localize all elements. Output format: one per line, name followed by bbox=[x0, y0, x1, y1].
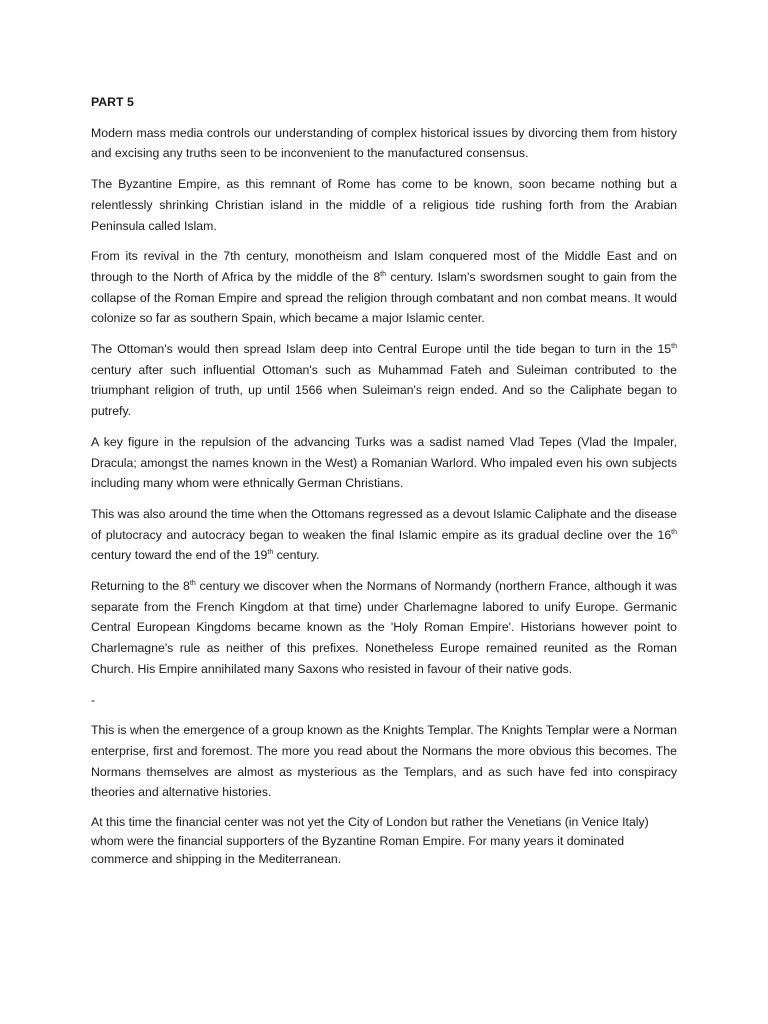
paragraph-mass-media: Modern mass media controls our understanding of complex historical issues by divorcing them from history and excising any truths seen to be inconvenient to the manufactured consensus. bbox=[91, 125, 677, 161]
superscript: th bbox=[671, 528, 677, 536]
text-segment: century toward the end of the 19 bbox=[91, 548, 268, 563]
superscript: th bbox=[380, 270, 387, 278]
paragraph-ottoman-decline bbox=[91, 504, 677, 566]
paragraph-islam-revival bbox=[91, 246, 677, 329]
document-page bbox=[91, 92, 677, 879]
paragraph-normans-charlemagne bbox=[91, 576, 677, 680]
text-segment: The Ottoman's would then spread Islam deep into Central Europe until the tide began to turn in the 15 bbox=[91, 342, 672, 357]
separator-dash: - bbox=[91, 692, 96, 707]
text-segment: From its revival in the 7th century, monotheism and Islam conquered most of the Middle East and on through to the North of Africa by the middle of the 8 bbox=[91, 249, 677, 284]
text-segment: century we discover when the Normans of Normandy (northern France, although it was separate from the French Kingdom at that time) under Charlemagne labored to unify Europe. Germanic Central European Kingdoms became known as the 'Holy Roman Empire'. Historians however point to Charlemagne's rule as neither of this prefixes. Nonetheless Europe remained reunited as the Roman Church. His Empire annihilated many Saxons who resisted in favour of their native gods. bbox=[91, 579, 677, 676]
superscript: th bbox=[267, 549, 274, 557]
paragraph-ottomans bbox=[91, 339, 677, 422]
text-segment: century. bbox=[273, 548, 320, 563]
superscript: th bbox=[671, 342, 677, 350]
text-segment: This was also around the time when the Ottomans regressed as a devout Islamic Caliphate and the disease of plutocracy and autocracy began to weaken the final Islamic empire as its gradual decline over the 16 bbox=[91, 506, 677, 542]
superscript: th bbox=[189, 579, 196, 587]
paragraph-venetians: At this time the financial center was not yet the City of London but rather the Venetians (in Venice Italy) whom were the financial supporters of the Byzantine Roman Empire. For many years it dominated commerce and shipping in the Mediterranean. bbox=[91, 815, 649, 867]
paragraph-vlad-tepes: A key figure in the repulsion of the advancing Turks was a sadist named Vlad Tepes (Vlad the Impaler, Dracula; amongst the names known in the West) a Romanian Warlord. Who impaled even his own subjects including many whom were ethnically German Christians. bbox=[91, 434, 677, 491]
paragraph-byzantine-empire: The Byzantine Empire, as this remnant of Rome has come to be known, soon became nothing but a relentlessly shrinking Christian island in the middle of a religious tide rushing forth from the Arabian Peninsula called Islam. bbox=[91, 177, 677, 233]
paragraph-knights-templar: This is when the emergence of a group known as the Knights Templar. The Knights Templar were a Norman enterprise, first and foremost. The more you read about the Normans the more obvious this becomes. The Normans themselves are almost as mysterious as the Templars, and as such have fed into conspiracy theories and alternative histories. bbox=[91, 723, 677, 800]
text-segment: Returning to the 8 bbox=[91, 579, 190, 594]
text-segment: century. Islam's swordsmen sought to gain from the collapse of the Roman Empire and spread the religion through combatant and non combat means. It would colonize so far as southern Spain, which became a major Islamic center. bbox=[91, 269, 677, 326]
text-segment: century after such influential Ottoman's such as Muhammad Fateh and Suleiman contributed to the triumphant religion of truth, up until 1566 when Suleiman's reign ended. And so the Caliphate began to putrefy. bbox=[91, 362, 677, 419]
part-heading: PART 5 bbox=[91, 95, 134, 109]
